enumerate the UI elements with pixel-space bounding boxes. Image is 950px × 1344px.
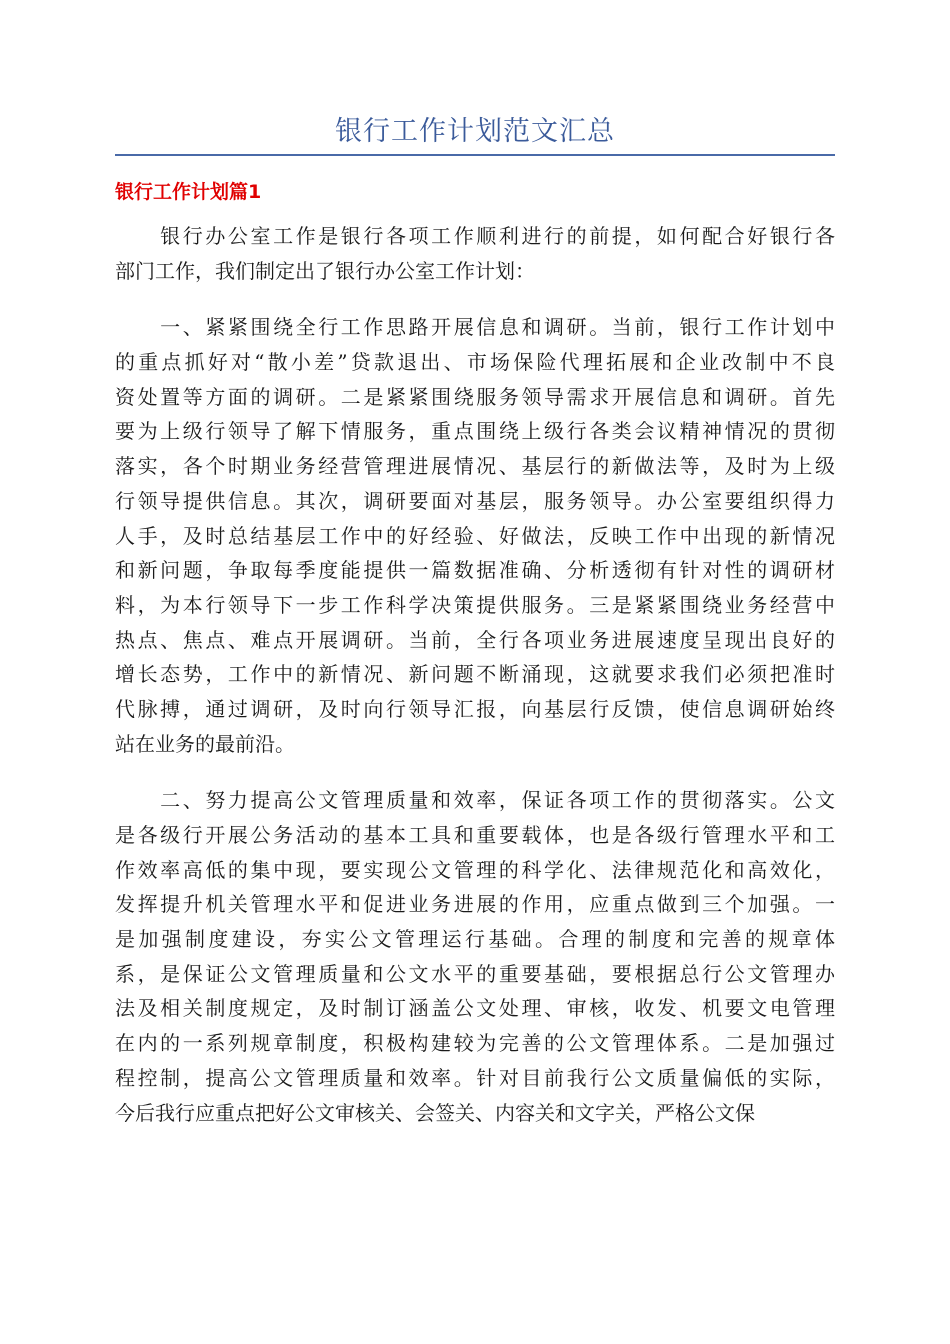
text-line: 的重点抓好对“散小差”贷款退出、市场保险代理拓展和企业改制中不良 (115, 350, 835, 375)
text-line: 一、紧紧围绕全行工作思路开展信息和调研。当前，银行工作计划中 (115, 315, 835, 340)
text-line: 代脉搏，通过调研，及时向行领导汇报，向基层行反馈，使信息调研始终 (115, 696, 835, 721)
text-line: 发挥提升机关管理水平和促进业务进展的作用，应重点做到三个加强。一 (115, 892, 835, 917)
text-line: 银行办公室工作是银行各项工作顺利进行的前提，如何配合好银行各 (115, 224, 835, 248)
text-line: 料，为本行领导下一步工作科学决策提供服务。三是紧紧围绕业务经营中 (115, 592, 835, 617)
text-line: 人手，及时总结基层工作中的好经验、好做法，反映工作中出现的新情况 (115, 523, 835, 548)
text-line: 热点、焦点、难点开展调研。当前，全行各项业务进展速度呈现出良好的 (115, 627, 835, 652)
document-title: 银行工作计划范文汇总 (335, 116, 615, 147)
text-line: 站在业务的最前沿。 (115, 731, 295, 756)
text-line: 在内的一系列规章制度，积极构建较为完善的公文管理体系。二是加强过 (115, 1031, 835, 1056)
text-line: 和新问题，争取每季度能提供一篇数据准确、分析透彻有针对性的调研材 (115, 558, 835, 583)
text-line: 系，是保证公文管理质量和公文水平的重要基础，要根据总行公文管理办 (115, 961, 835, 986)
text-line: 部门工作，我们制定出了银行办公室工作计划： (115, 258, 535, 283)
paragraph (115, 310, 835, 761)
text-line: 二、努力提高公文管理质量和效率，保证各项工作的贯彻落实。公文 (115, 788, 835, 813)
document-body (115, 219, 835, 1152)
title-underline (115, 154, 835, 156)
text-line: 是加强制度建设，夯实公文管理运行基础。合理的制度和完善的规章体 (115, 927, 835, 952)
text-line: 作效率高低的集中现，要实现公文管理的科学化、法律规范化和高效化， (115, 857, 835, 882)
text-line: 增长态势，工作中的新情况、新问题不断涌现，这就要求我们必须把准时 (115, 662, 835, 687)
text-line: 是各级行开展公务活动的基本工具和重要载体，也是各级行管理水平和工 (115, 823, 835, 847)
text-line: 要为上级行领导了解下情服务，重点围绕上级行各类会议精神情况的贯彻 (115, 419, 835, 444)
text-line: 法及相关制度规定，及时制订涵盖公文处理、审核，收发、机要文电管理 (115, 996, 835, 1021)
section-heading: 银行工作计划篇1 (115, 181, 262, 203)
text-line: 落实，各个时期业务经营管理进展情况、基层行的新做法等，及时为上级 (115, 454, 835, 479)
text-line: 程控制，提高公文管理质量和效率。针对目前我行公文质量偏低的实际， (115, 1065, 835, 1090)
paragraph (115, 219, 835, 288)
text-line: 行领导提供信息。其次，调研要面对基层，服务领导。办公室要组织得力 (115, 488, 835, 513)
text-line: 今后我行应重点把好公文审核关、会签关、内容关和文字关，严格公文保 (115, 1100, 755, 1125)
paragraph (115, 783, 835, 1130)
text-line: 资处置等方面的调研。二是紧紧围绕服务领导需求开展信息和调研。首先 (115, 384, 835, 409)
